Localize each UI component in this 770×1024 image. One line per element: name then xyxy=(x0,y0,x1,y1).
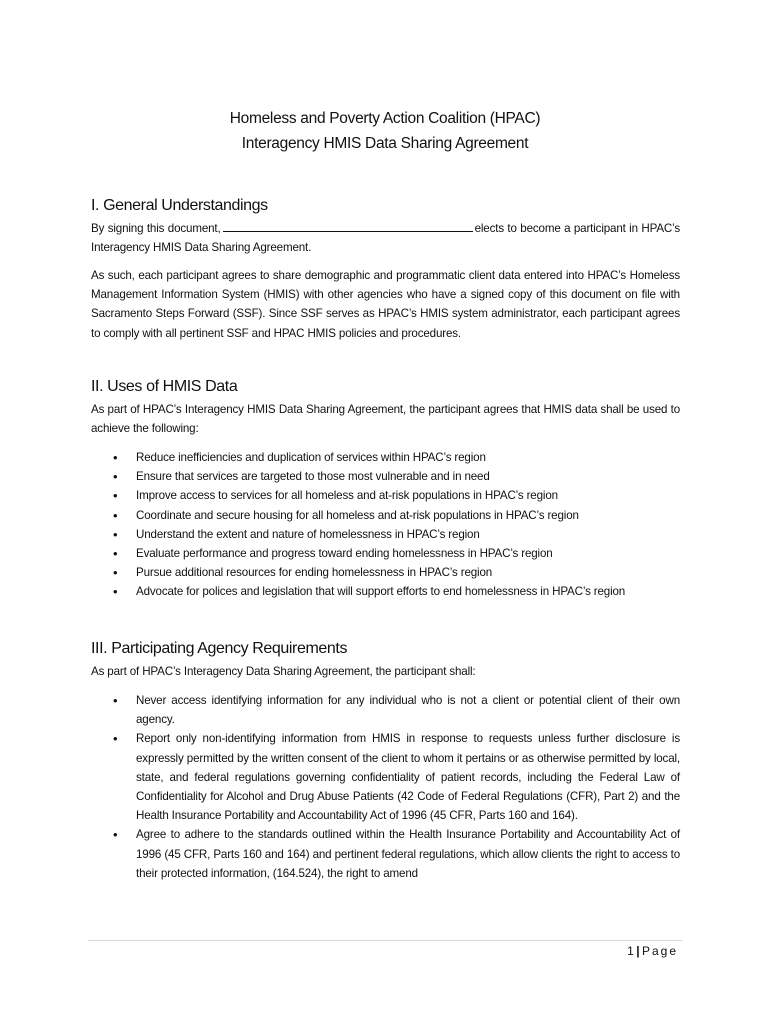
page-number xyxy=(627,944,678,958)
list-item: • Report only non-identifying information from HMIS in response to requests unless further disclosure is expressly permitted by the written consent of the client to whom it pertains or as otherwise permitted by local, state, and federal regulations governing confidentiality of patient records, including the Federal Law of Confidentiality for Alcohol and Drug Abuse Patients (42 Code of Federal Regulations (CFR), Part 2) and the Health Insurance Portability and Accountability Act of 1996 (45 CFR, Parts 160 and 164). xyxy=(91,729,680,825)
signing-text-before: By signing this document, xyxy=(91,222,221,235)
list-item: • Understand the extent and nature of homelessness in HPAC’s region xyxy=(91,525,680,544)
list-item: • Never access identifying information for any individual who is not a client or potential client of their own agency. xyxy=(91,691,680,729)
list-item: • Advocate for polices and legislation that will support efforts to end homelessness in HPAC’s region xyxy=(91,582,680,601)
list-item: • Evaluate performance and progress toward ending homelessness in HPAC’s region xyxy=(91,544,680,563)
list-item: • Ensure that services are targeted to those most vulnerable and in need xyxy=(91,467,680,486)
agency-name-blank[interactable] xyxy=(223,220,473,232)
page-number-value: 1 xyxy=(627,944,635,958)
list-item: • Agree to adhere to the standards outlined within the Health Insurance Portability and Accountability Act of 1996 (45 CFR, Parts 160 and 164) and pertinent federal regulations, which allow clients the right to access to their protected information, (164.524), the right to amend xyxy=(91,825,680,883)
list-item: • Coordinate and secure housing for all homeless and at-risk populations in HPAC’s region xyxy=(91,506,680,525)
section-3-heading: III. Participating Agency Requirements xyxy=(91,640,348,657)
requirements-list xyxy=(91,691,680,883)
signing-text-after: elects to become a participant in HPAC’s Interagency HMIS Data Sharing Agreement. xyxy=(91,222,680,255)
page-separator: | xyxy=(636,944,640,958)
section-1-paragraph-1 xyxy=(91,219,680,257)
section-1-paragraph-2: As such, each participant agrees to share demographic and programmatic client data entered into HPAC’s Homeless Management Information System (HMIS) with other agencies who have a signed copy of this document on file with Sacramento Steps Forward (SSF). Since SSF serves as HPAC’s HMIS system administrator, each participant agrees to comply with all pertinent SSF and HPAC HMIS policies and procedures. xyxy=(91,269,680,340)
list-item: • Pursue additional resources for ending homelessness in HPAC’s region xyxy=(91,563,680,582)
section-1-heading: I. General Understandings xyxy=(91,197,268,214)
section-2-heading: II. Uses of HMIS Data xyxy=(91,378,238,395)
document-title-line-2: Interagency HMIS Data Sharing Agreement xyxy=(241,135,529,152)
list-item: • Improve access to services for all homeless and at-risk populations in HPAC’s region xyxy=(91,486,680,505)
document-title-line-1: Homeless and Poverty Action Coalition (HPAC) xyxy=(229,110,541,127)
uses-list xyxy=(91,448,680,602)
page-label: Page xyxy=(641,944,678,958)
footer-divider xyxy=(88,940,682,941)
section-3-intro: As part of HPAC’s Interagency Data Sharing Agreement, the participant shall: xyxy=(91,665,476,678)
list-item: • Reduce inefficiencies and duplication of services within HPAC’s region xyxy=(91,448,680,467)
section-2-intro: As part of HPAC’s Interagency HMIS Data Sharing Agreement, the participant agrees that HMIS data shall be used to achieve the following: xyxy=(91,403,680,436)
